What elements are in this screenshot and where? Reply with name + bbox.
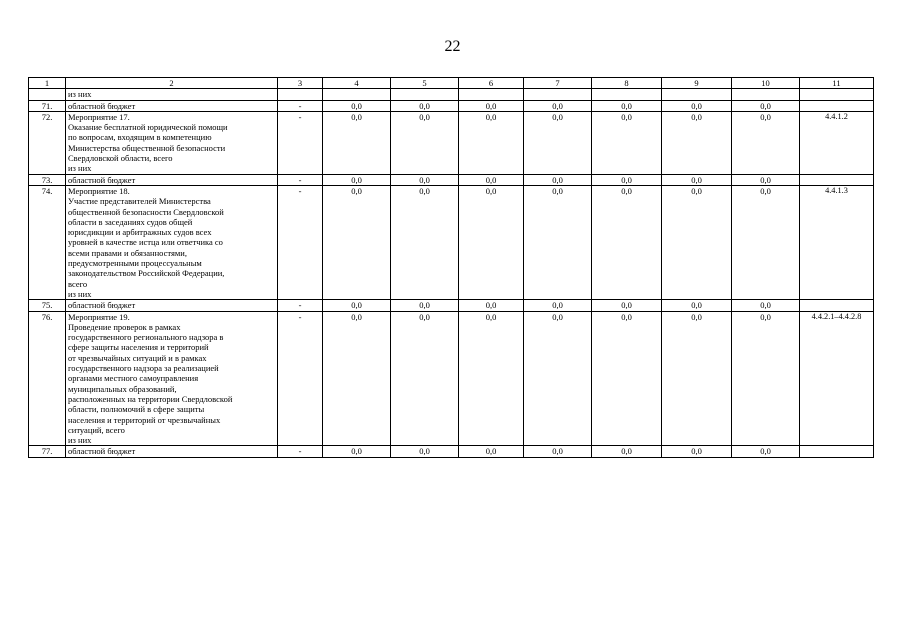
row-name-cell — [66, 100, 278, 111]
value-cell: 0,0 — [391, 174, 459, 185]
value-cell: 0,0 — [732, 111, 800, 174]
column-header: 9 — [662, 78, 732, 89]
row-number-cell: 77. — [29, 446, 66, 457]
value-cell: 0,0 — [592, 446, 662, 457]
value-cell: 0,0 — [323, 300, 391, 311]
value-cell: 0,0 — [323, 446, 391, 457]
target-indicator-cell — [800, 89, 874, 100]
column-header: 1 — [29, 78, 66, 89]
value-cell — [592, 89, 662, 100]
target-indicator-cell — [800, 446, 874, 457]
row-name-cell — [66, 185, 278, 299]
value-cell: 0,0 — [592, 111, 662, 174]
table-row — [29, 446, 874, 457]
row-name-line: общественной безопасности Свердловской — [68, 206, 224, 217]
row-name-cell — [66, 174, 278, 185]
value-cell: 0,0 — [323, 100, 391, 111]
value-cell: 0,0 — [662, 311, 732, 446]
budget-table — [28, 77, 874, 458]
value-cell: 0,0 — [592, 185, 662, 299]
row-name-line: законодательством Российской Федерации, — [68, 268, 225, 279]
value-cell: 0,0 — [459, 100, 524, 111]
column-header: 10 — [732, 78, 800, 89]
row-name-line: области, полномочий в сфере защиты — [68, 404, 205, 415]
table-row — [29, 89, 874, 100]
value-cell: 0,0 — [323, 185, 391, 299]
column-header: 2 — [66, 78, 278, 89]
target-indicator-cell: 4.4.1.2 — [800, 111, 874, 174]
target-indicator-cell — [800, 100, 874, 111]
row-name-line: областной бюджет — [68, 446, 136, 457]
value-cell: 0,0 — [524, 300, 592, 311]
target-indicator-cell: 4.4.1.3 — [800, 185, 874, 299]
value-cell: 0,0 — [459, 311, 524, 446]
value-cell — [391, 89, 459, 100]
table-row — [29, 185, 874, 299]
column-header: 11 — [800, 78, 874, 89]
value-cell — [732, 89, 800, 100]
value-cell: 0,0 — [662, 111, 732, 174]
column-3-cell: - — [278, 446, 323, 457]
table-row — [29, 100, 874, 111]
table-header-row — [29, 78, 874, 89]
value-cell: 0,0 — [732, 311, 800, 446]
row-name-line: органами местного самоуправления — [68, 373, 199, 384]
column-3-cell: - — [278, 300, 323, 311]
row-name-line: Проведение проверок в рамках — [68, 321, 181, 332]
value-cell — [662, 89, 732, 100]
value-cell: 0,0 — [391, 311, 459, 446]
value-cell: 0,0 — [732, 100, 800, 111]
row-name-line: из них — [68, 89, 92, 100]
row-name-line: из них — [68, 288, 92, 299]
table-row — [29, 174, 874, 185]
row-number-cell: 72. — [29, 111, 66, 174]
value-cell: 0,0 — [592, 174, 662, 185]
row-name-line: Свердловской области, всего — [68, 153, 173, 164]
row-name-cell — [66, 111, 278, 174]
value-cell: 0,0 — [391, 100, 459, 111]
value-cell: 0,0 — [732, 174, 800, 185]
value-cell — [459, 89, 524, 100]
value-cell: 0,0 — [524, 111, 592, 174]
row-name-cell — [66, 446, 278, 457]
row-name-line: предусмотренными процессуальным — [68, 258, 202, 269]
row-name-line: областной бюджет — [68, 174, 136, 185]
table-row — [29, 111, 874, 174]
value-cell — [323, 89, 391, 100]
value-cell: 0,0 — [662, 174, 732, 185]
row-name-line: от чрезвычайных ситуаций и в рамках — [68, 352, 207, 363]
table-row — [29, 311, 874, 446]
value-cell: 0,0 — [459, 174, 524, 185]
value-cell — [524, 89, 592, 100]
value-cell: 0,0 — [592, 300, 662, 311]
row-name-line: Министерства общественной безопасности — [68, 142, 226, 153]
column-header: 7 — [524, 78, 592, 89]
row-name-line: ситуаций, всего — [68, 424, 125, 435]
row-number-cell: 75. — [29, 300, 66, 311]
row-number-cell: 74. — [29, 185, 66, 299]
value-cell: 0,0 — [459, 446, 524, 457]
value-cell: 0,0 — [732, 300, 800, 311]
row-name-line: населения и территорий от чрезвычайных — [68, 414, 221, 425]
row-number-cell: 73. — [29, 174, 66, 185]
value-cell: 0,0 — [391, 446, 459, 457]
value-cell: 0,0 — [323, 111, 391, 174]
row-name-line: Мероприятие 18. — [68, 185, 130, 196]
value-cell: 0,0 — [732, 446, 800, 457]
table-row — [29, 300, 874, 311]
column-header: 5 — [391, 78, 459, 89]
value-cell: 0,0 — [459, 185, 524, 299]
row-name-line: муниципальных образований, — [68, 383, 177, 394]
value-cell: 0,0 — [524, 174, 592, 185]
row-name-line: из них — [68, 163, 92, 174]
target-indicator-cell — [800, 300, 874, 311]
column-3-cell — [278, 89, 323, 100]
value-cell: 0,0 — [391, 185, 459, 299]
value-cell: 0,0 — [459, 300, 524, 311]
column-3-cell: - — [278, 111, 323, 174]
column-header: 3 — [278, 78, 323, 89]
column-header: 6 — [459, 78, 524, 89]
row-name-cell — [66, 311, 278, 446]
value-cell: 0,0 — [524, 185, 592, 299]
row-number-cell — [29, 89, 66, 100]
row-name-line: Участие представителей Министерства — [68, 196, 211, 207]
row-name-line: областной бюджет — [68, 100, 136, 111]
value-cell: 0,0 — [662, 300, 732, 311]
row-name-line: области в заседаниях судов общей — [68, 216, 193, 227]
value-cell: 0,0 — [323, 311, 391, 446]
column-header: 4 — [323, 78, 391, 89]
column-header: 8 — [592, 78, 662, 89]
value-cell: 0,0 — [391, 300, 459, 311]
value-cell: 0,0 — [662, 446, 732, 457]
target-indicator-cell: 4.4.2.1–4.4.2.8 — [800, 311, 874, 446]
row-name-cell — [66, 300, 278, 311]
row-name-line: расположенных на территории Свердловской — [68, 393, 233, 404]
value-cell: 0,0 — [459, 111, 524, 174]
row-name-line: всего — [68, 278, 88, 289]
value-cell: 0,0 — [524, 100, 592, 111]
row-name-line: сфере защиты населения и территорий — [68, 342, 209, 353]
row-name-line: по вопросам, входящим в компетенцию — [68, 132, 212, 143]
row-number-cell: 71. — [29, 100, 66, 111]
value-cell: 0,0 — [592, 311, 662, 446]
row-name-line: уровней в качестве истца или ответчика со — [68, 237, 223, 248]
row-name-line: государственного надзора за реализацией — [68, 363, 219, 374]
value-cell: 0,0 — [391, 111, 459, 174]
row-number-cell: 76. — [29, 311, 66, 446]
row-name-line: юрисдикции и арбитражных судов всех — [68, 227, 212, 238]
value-cell: 0,0 — [732, 185, 800, 299]
row-name-line: Мероприятие 17. — [68, 111, 130, 122]
value-cell: 0,0 — [524, 311, 592, 446]
value-cell: 0,0 — [323, 174, 391, 185]
value-cell: 0,0 — [592, 100, 662, 111]
column-3-cell: - — [278, 185, 323, 299]
column-3-cell: - — [278, 311, 323, 446]
target-indicator-cell — [800, 174, 874, 185]
page-number: 22 — [444, 38, 461, 55]
row-name-line: всеми правами и обязанностями, — [68, 247, 187, 258]
value-cell: 0,0 — [662, 185, 732, 299]
row-name-line: областной бюджет — [68, 300, 136, 311]
column-3-cell: - — [278, 100, 323, 111]
column-3-cell: - — [278, 174, 323, 185]
row-name-cell — [66, 89, 278, 100]
row-name-line: государственного регионального надзора в — [68, 332, 224, 343]
row-name-line: Оказание бесплатной юридической помощи — [68, 122, 228, 133]
value-cell: 0,0 — [524, 446, 592, 457]
row-name-line: из них — [68, 435, 92, 446]
value-cell: 0,0 — [662, 100, 732, 111]
row-name-line: Мероприятие 19. — [68, 311, 130, 322]
